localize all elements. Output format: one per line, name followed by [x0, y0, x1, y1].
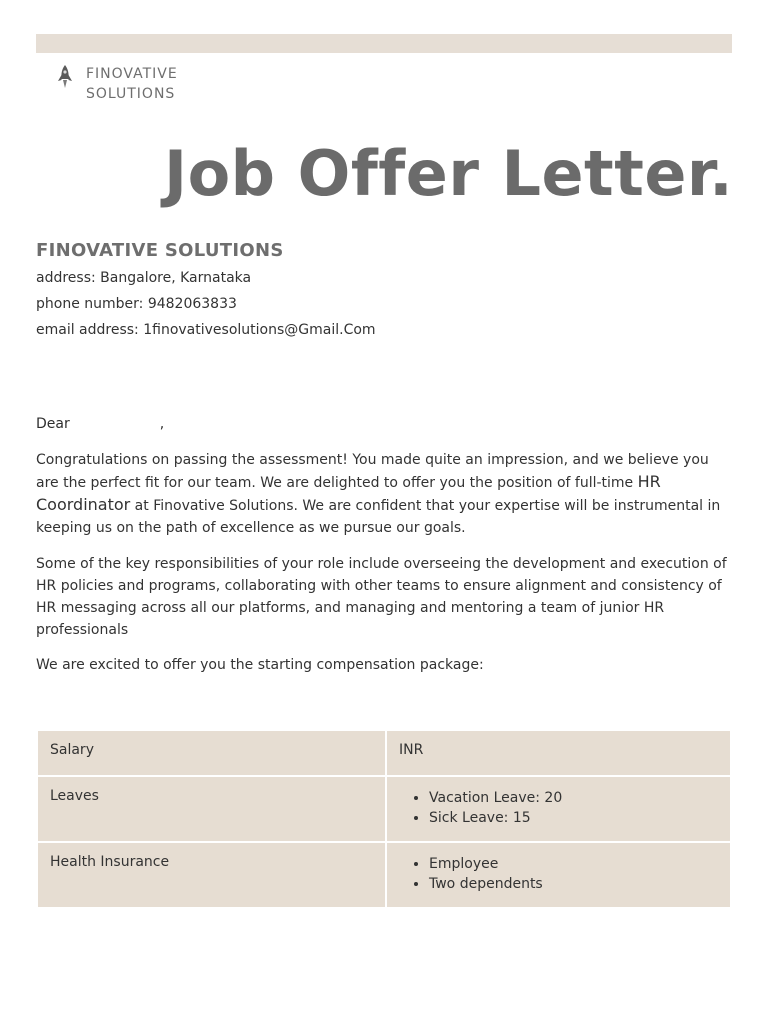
list-item: • Sick Leave: 15	[429, 808, 718, 828]
rocket-icon	[55, 64, 75, 90]
table-row	[37, 842, 731, 908]
table-row	[37, 730, 731, 776]
list-item: • Two dependents	[429, 874, 718, 894]
paragraph-offer	[36, 449, 732, 539]
leaves-label: Leaves	[37, 776, 386, 842]
company-logo	[55, 64, 178, 104]
role-title: HR Coordinator	[36, 472, 661, 514]
leaves-list	[399, 788, 718, 828]
leaves-value	[386, 776, 731, 842]
logo-line-1: FINOVATIVE	[86, 66, 178, 82]
logo-line-2: SOLUTIONS	[86, 86, 176, 102]
salutation-comma: ,	[159, 416, 165, 432]
paragraph-responsibilities: Some of the key responsibilities of your role include overseeing the development and execution of HR policies and programs, collaborating with other teams to ensure alignment and consistency of HR messaging across all our platforms, and managing and mentoring a team of junior HR professionals	[36, 556, 727, 638]
salutation	[36, 414, 164, 434]
salutation-word: Dear	[36, 416, 70, 432]
salary-value: INR	[386, 730, 731, 776]
page-title: Job Offer Letter.	[164, 137, 734, 210]
company-email: email address: 1finovativesolutions@Gmail.Com	[36, 322, 376, 338]
company-phone: phone number: 9482063833	[36, 296, 237, 312]
company-address: address: Bangalore, Karnataka	[36, 270, 252, 286]
health-insurance-label: Health Insurance	[37, 842, 386, 908]
health-insurance-list	[399, 854, 718, 894]
list-item: • Employee	[429, 854, 718, 874]
paragraph-compensation-intro: We are excited to offer you the starting compensation package:	[36, 657, 484, 673]
compensation-table	[36, 729, 732, 909]
company-contact	[36, 268, 376, 346]
paragraph-offer-intro: Congratulations on passing the assessment! You made quite an impression, and we believe you are the perfect fit for our team. We are delighted to offer you the position of full-time	[36, 452, 709, 491]
salary-label: Salary	[37, 730, 386, 776]
health-insurance-value	[386, 842, 731, 908]
list-item: • Vacation Leave: 20	[429, 788, 718, 808]
table-row	[37, 776, 731, 842]
paragraph-offer-outro: at Finovative Solutions. We are confident that your expertise will be instrumental in keeping us on the path of excellence as we pursue our goals.	[36, 498, 721, 536]
header-accent-bar	[36, 34, 732, 53]
company-name: FINOVATIVE SOLUTIONS	[36, 240, 284, 261]
